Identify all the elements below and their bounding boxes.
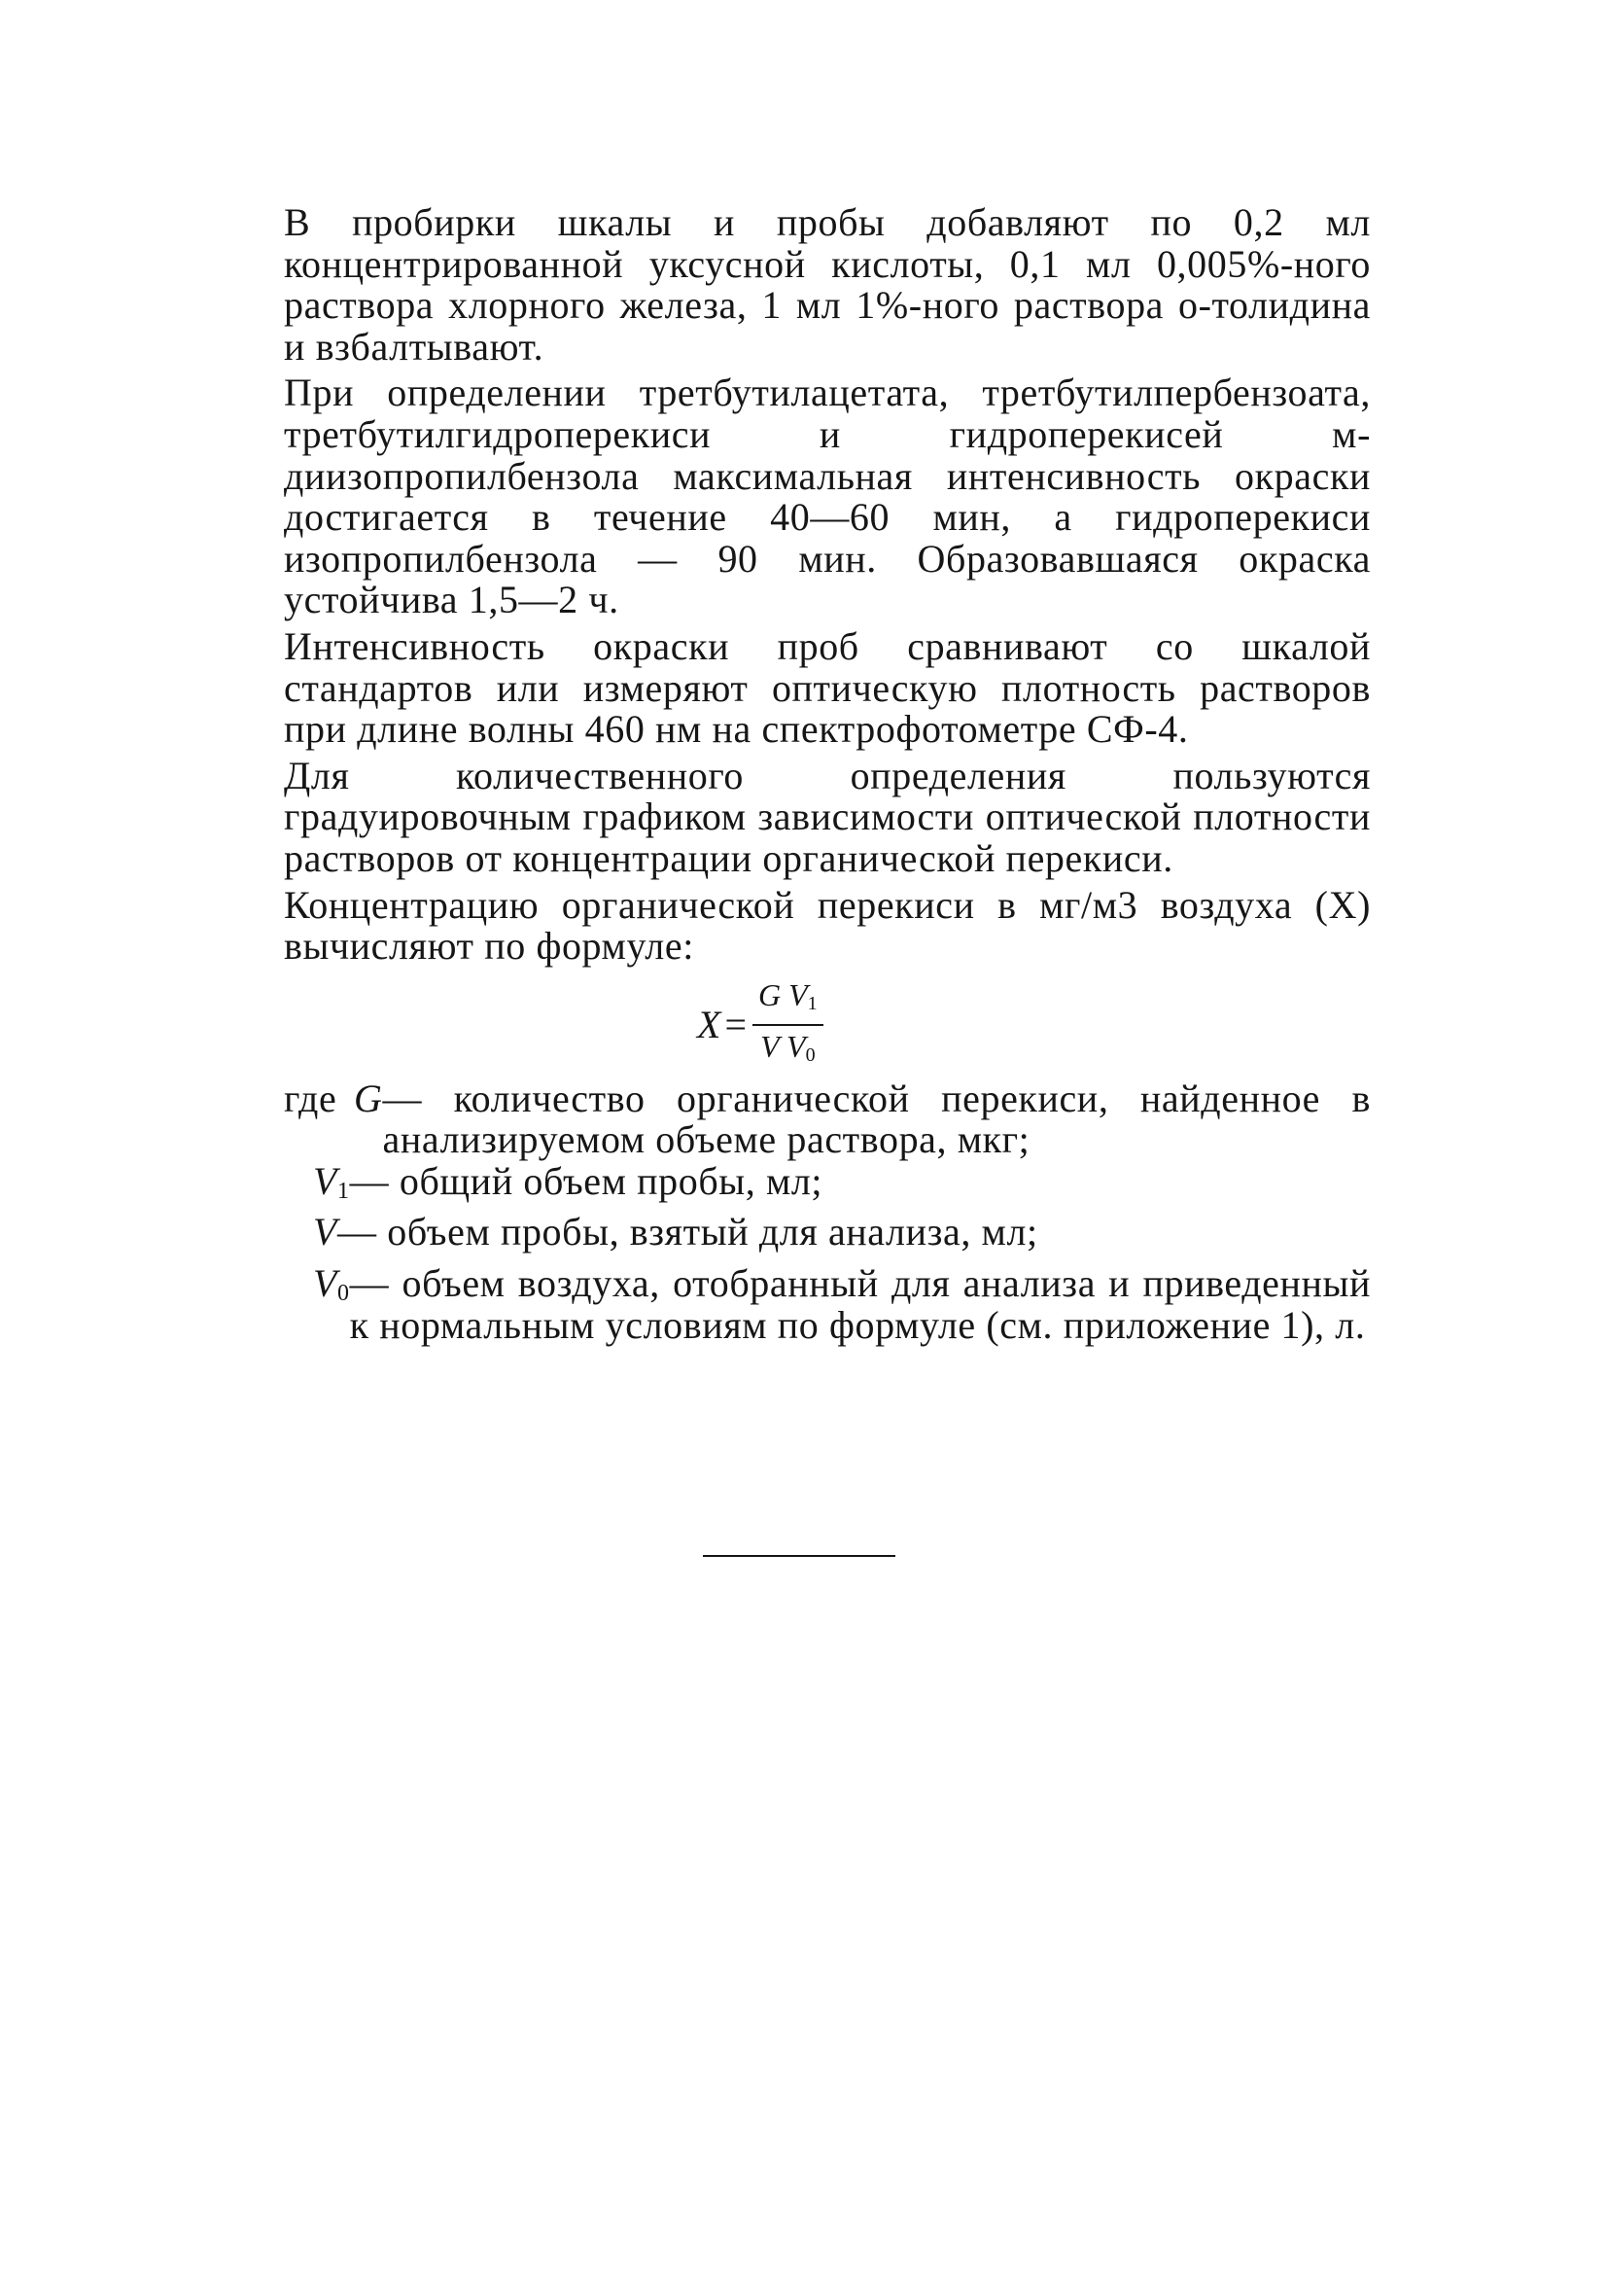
definition-row [284,1078,1371,1161]
definition-text: — общий объем пробы, мл; [349,1158,823,1203]
text-block [284,202,1371,1346]
definition-symbol: V [313,1210,338,1254]
definition-row [284,1212,1371,1263]
variable-definitions [284,1078,1371,1347]
paragraph-color-development: При определении третбутилацетата, третбутилпербензоата, третбутилгидроперекиси и гидроперекисей м-диизопропилбензола максимальная интенсивность окраски достигается в течение 40—60 мин, а гидроперекиси изопропилбензола — 90 мин. Образовавшаяся окраска устойчива 1,5—2 ч. [284,371,1371,622]
paragraph-formula-intro: Концентрацию органической перекиси в мг/м3 воздуха (X) вычисляют по формуле: [284,882,1371,969]
formula-denominator: V $V_0$ [760,1028,816,1066]
formula-equals: = [724,1003,747,1047]
definition-row [284,1263,1371,1346]
formula-numerator: G $V_1$ [752,977,823,1026]
paragraph-reagents: В пробирки шкалы и пробы добавляют по 0,2 мл концентрированной уксусной кислоты, 0,1 мл 0,005%-ного раствора хлорного железа, 1 мл 1%-ного раствора о-толидина и взбалтывают. [284,200,1371,369]
definition-symbol: $V_1$ [313,1158,350,1204]
definition-symbol: $V_0$ [313,1261,350,1307]
section-end-rule [703,1555,895,1557]
definition-symbol: G [354,1076,383,1120]
definition-text: — объем воздуха, отобранный для анализа и приведенный к нормальным условиям по формуле (см. приложение 1), л. [349,1261,1371,1347]
concentration-formula [284,973,1371,1067]
definition-row [284,1158,1371,1213]
definition-text: — объем пробы, взятый для анализа, мл; [337,1210,1038,1254]
paragraph-measurement: Интенсивность окраски проб сравнивают со шкалой стандартов или измеряют оптическую плотность растворов при длине волны 460 нм на спектрофотометре СФ-4. [284,623,1371,752]
paragraph-calibration: Для количественного определения пользуются градуировочным графиком зависимости оптической плотности растворов от концентрации органической перекиси. [284,753,1371,880]
definition-text: — количество органической перекиси, найденное в анализируемом объеме раствора, мкг; [382,1076,1371,1162]
formula-fraction [752,977,823,1073]
formula-lhs: X [697,1003,721,1047]
where-label: где [284,1076,337,1120]
